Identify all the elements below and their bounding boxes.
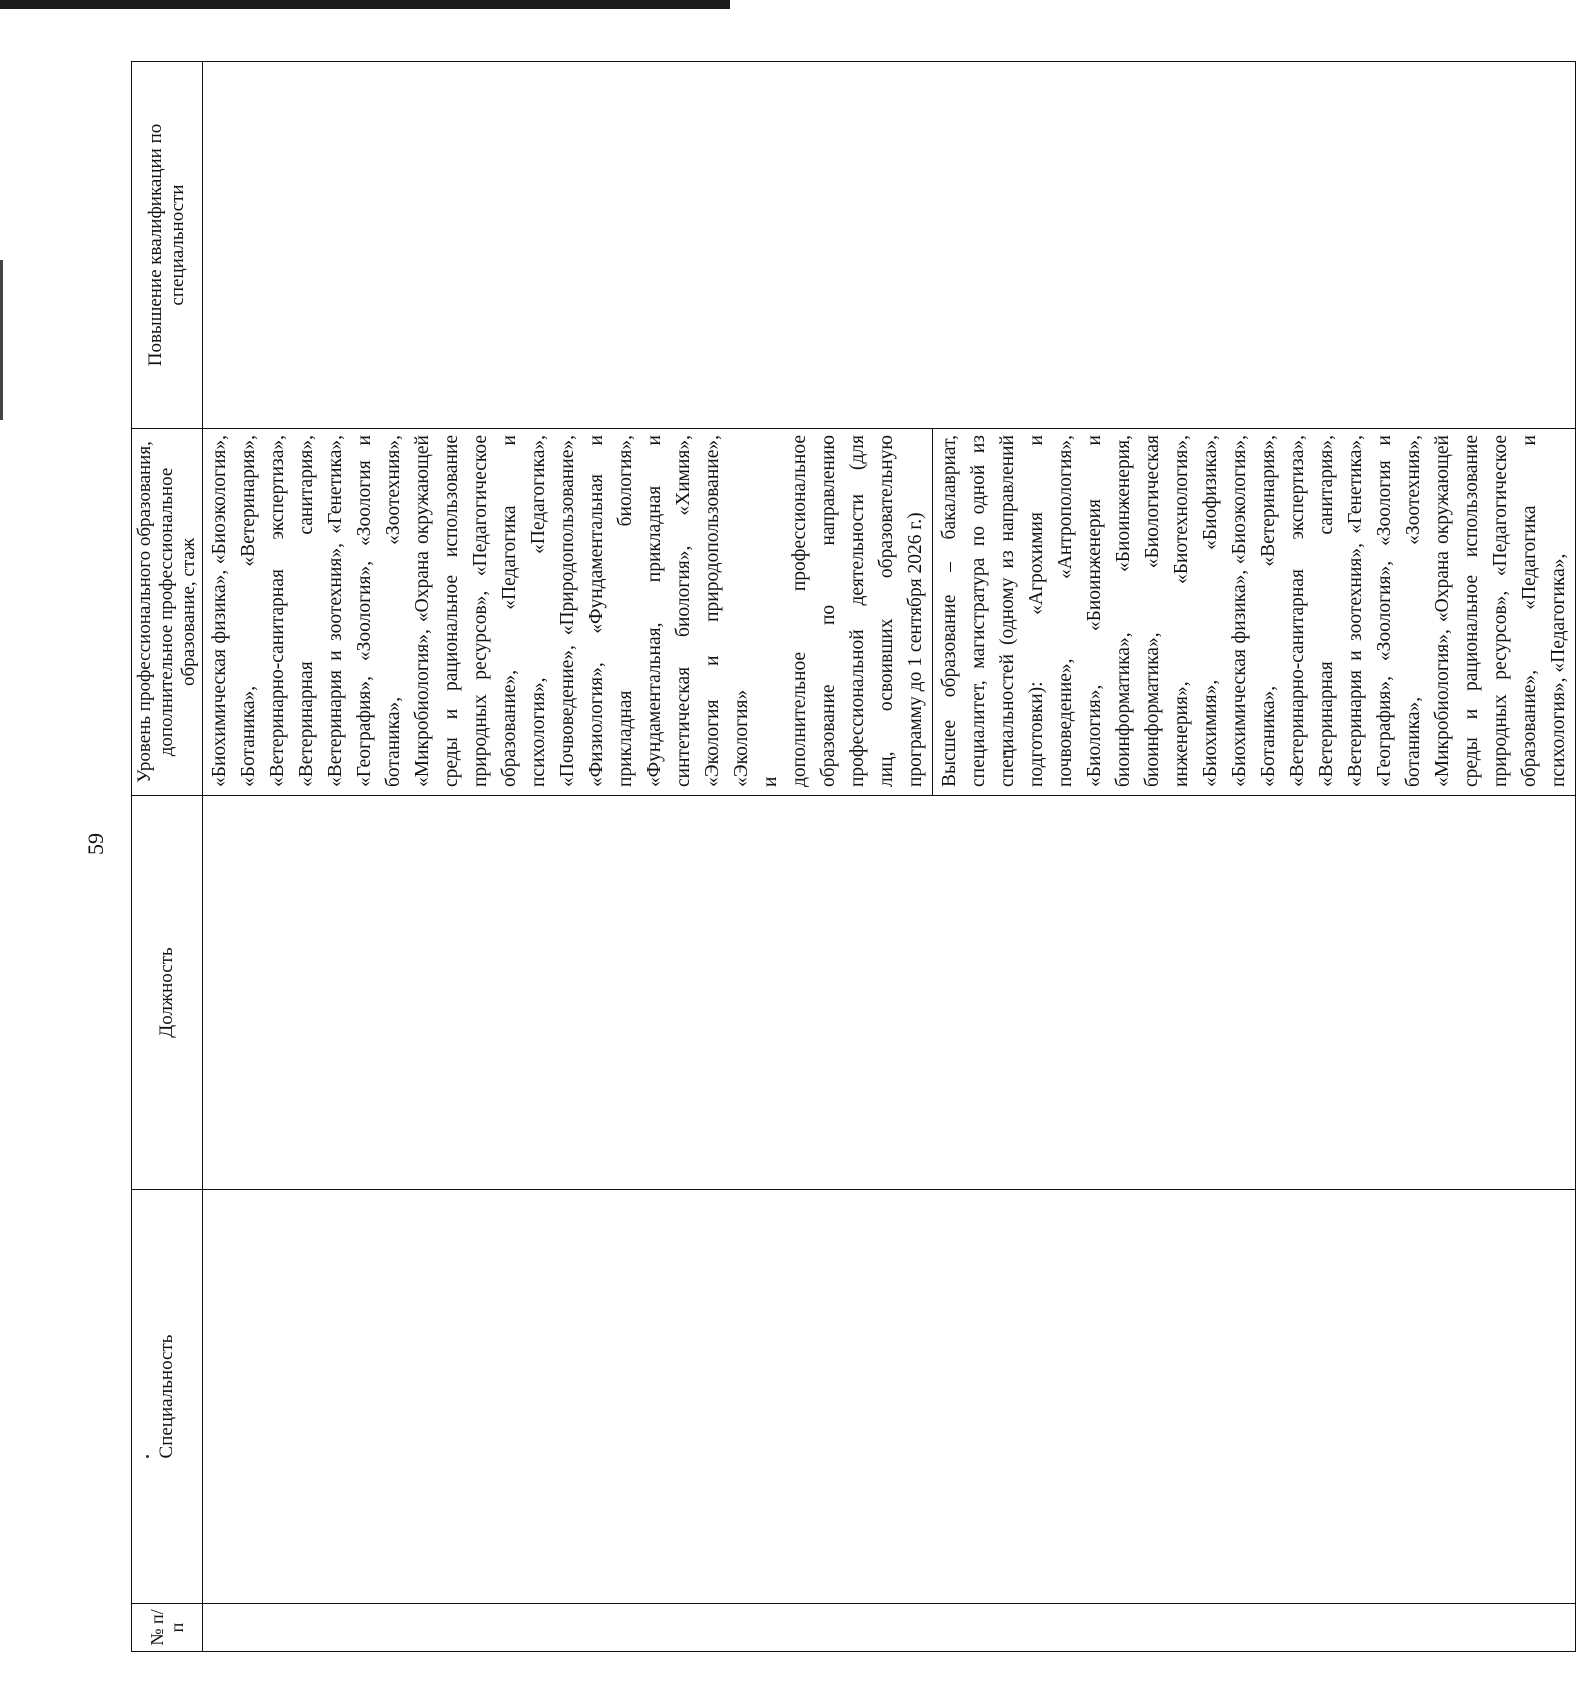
header-number: № п/п xyxy=(132,1604,203,1652)
education-text: Высшее образование – бакалавриат, специалитет, магистратура по одной из специальностей (одному из направлений подготовки): «Агрохимия и почвоведение», «Антропология», «Биология», «Биоинженерия и биоинформатика», «Биоинженерия, биоинформатика», «Биологическая инженерия», «Биотехнология», «Биохимия», «Биофизика», «Биохимическая физика», «Биоэкология», «Ботаника», «Ветеринария», «Ветеринарно-санитарная экспертиза», «Ветеринарная санитария», «Ветеринария и зоотехния», «Генетика», «География», «Зоология», «Зоология и ботаника», «Зоотехния», «Микробиология», «Охрана окружающей среды и рациональное использование природных ресурсов», «Педагогическое образование», «Педагогика и психология», «Педагогика», xyxy=(939,435,1569,787)
scan-edge-mark xyxy=(0,0,730,9)
education-conjunction: и xyxy=(760,776,781,787)
scan-edge-mark xyxy=(0,260,3,420)
header-specialty: Специальность xyxy=(132,1190,203,1604)
header-qualification: Повышение квалификации по специальности xyxy=(132,62,203,429)
table-row xyxy=(203,62,933,1652)
header-position: Должность xyxy=(132,796,203,1190)
cell-number xyxy=(203,1604,1576,1652)
header-education: Уровень профессионального образования, дополнительное профессиональное образование, стаж xyxy=(132,429,203,796)
cell-education xyxy=(203,429,933,796)
cell-position xyxy=(203,796,1576,1190)
education-text: «Биохимическая физика», «Биоэкология», «Ботаника», «Ветеринария», «Ветеринарно-санитарная экспертиза», «Ветеринарная санитария», «Ветеринария и зоотехния», «Генетика», «География», «Зоология», «Зоология и ботаника», «Зоотехния», «Микробиология», «Охрана окружающей среды и рациональное использование природных ресурсов», «Педагогическое образование», «Педагогика и психология», «Педагогика», «Почвоведение», «Природопользование», «Физиология», «Фундаментальная и прикладная биология», «Фундаментальная, прикладная и синтетическая биология», «Химия», «Экология и природопользование», «Экология» xyxy=(209,435,752,787)
cell-education xyxy=(933,429,1576,796)
document-table xyxy=(131,62,1569,1652)
cell-specialty xyxy=(203,1190,1576,1604)
page-number: 59 xyxy=(83,833,108,855)
cell-qualification xyxy=(203,62,1576,429)
education-additional-text: дополнительное профессиональное образование по направлению профессиональной деятельности (для лиц, освоивших образовательную программу до 1 сентября 2026 г.) xyxy=(789,435,926,787)
table-header-row xyxy=(132,62,203,1652)
